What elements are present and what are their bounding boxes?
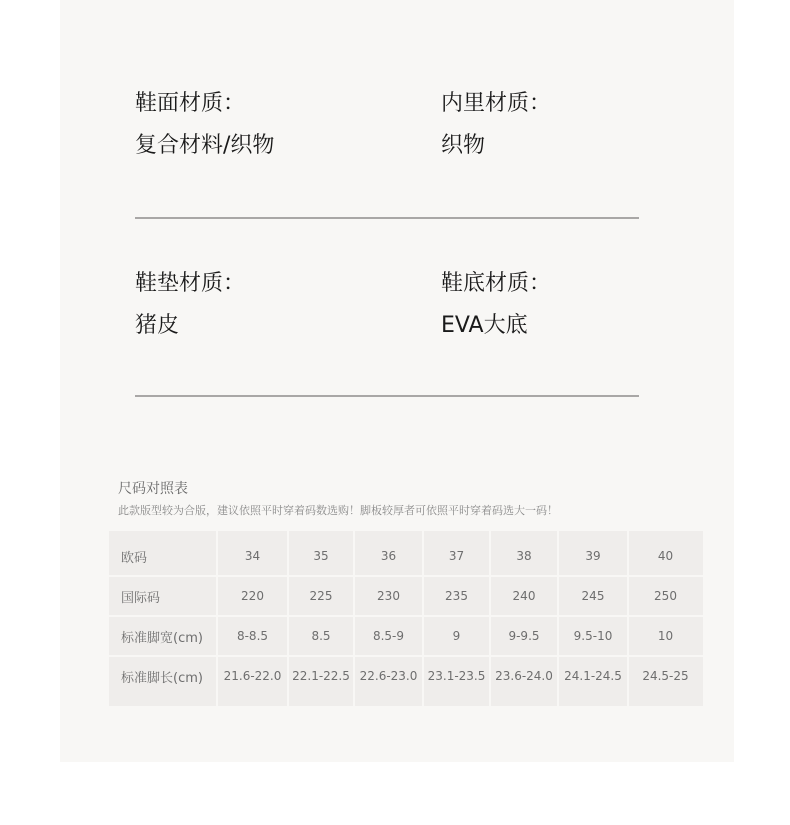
table-cell: 39 (585, 549, 601, 563)
table-cell: 9-9.5 (508, 629, 540, 643)
table-row-label: 欧码 (121, 550, 148, 566)
table-cell: 10 (657, 629, 674, 643)
table-cell: 8.5-9 (372, 629, 405, 643)
table-cell: 37 (448, 549, 465, 563)
table-cell: 225 (309, 589, 333, 603)
table-cell: 245 (581, 589, 605, 603)
table-cell: 23.6-24.0 (495, 669, 553, 683)
table-cell: 23.1-23.5 (427, 669, 486, 683)
upper-material-value: 复合材料/织物 (135, 133, 275, 158)
lining-material-value: 织物 (441, 133, 486, 158)
table-cell: 9 (452, 629, 461, 643)
size-chart-table (109, 531, 703, 706)
table-cell: 36 (380, 549, 397, 563)
insole-material-label: 鞋垫材质： (135, 271, 246, 296)
sole-material-label: 鞋底材质： (441, 271, 552, 296)
table-cell: 38 (516, 549, 532, 563)
insole-material-value: 猪皮 (135, 313, 180, 338)
lining-material-label: 内里材质： (441, 91, 552, 116)
table-cell: 250 (654, 589, 677, 603)
table-cell: 40 (657, 549, 674, 563)
table-row-label: 标准脚宽(cm) (121, 630, 203, 646)
table-cell: 220 (241, 589, 264, 603)
table-cell: 9.5-10 (573, 629, 613, 643)
table-cell: 22.6-23.0 (359, 669, 418, 683)
table-cell: 235 (445, 589, 468, 603)
table-cell: 8-8.5 (236, 629, 269, 643)
table-cell: 34 (244, 549, 261, 563)
divider (135, 217, 639, 219)
table-row-label: 国际码 (121, 590, 161, 606)
size-chart-note: 此款版型较为合版，建议依照平时穿着码数选购！脚板较厚者可依照平时穿着码选大一码！ (118, 504, 558, 517)
table-row-label: 标准脚长(cm) (121, 670, 203, 686)
table-cell: 8.5 (311, 629, 331, 643)
table-cell: 22.1-22.5 (292, 669, 350, 683)
divider (135, 395, 639, 397)
sole-material-value: EVA大底 (441, 313, 528, 338)
table-cell: 230 (377, 589, 400, 603)
upper-material-label: 鞋面材质： (135, 91, 246, 116)
table-cell: 240 (512, 589, 536, 603)
table-cell: 24.1-24.5 (564, 669, 622, 683)
table-cell: 24.5-25 (642, 669, 689, 683)
size-chart-title: 尺码对照表 (118, 481, 188, 497)
table-cell: 35 (313, 549, 329, 563)
table-cell: 21.6-22.0 (223, 669, 282, 683)
